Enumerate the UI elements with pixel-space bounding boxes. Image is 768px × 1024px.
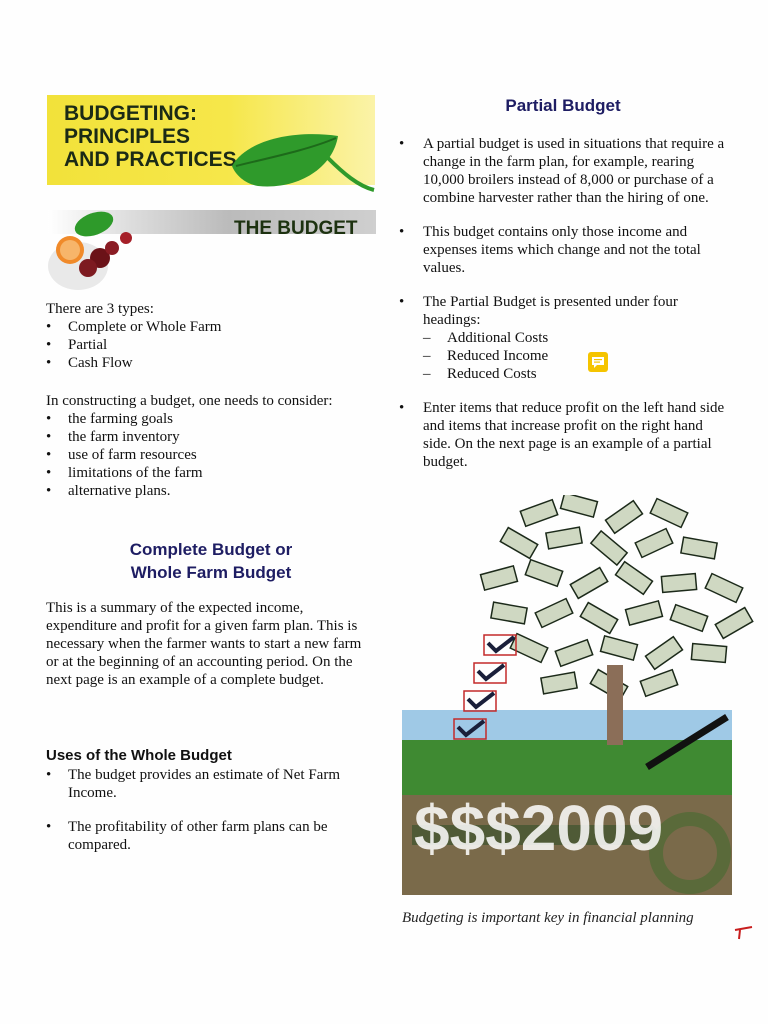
list-item: • use of farm resources xyxy=(46,446,371,464)
list-item: • the farm inventory xyxy=(46,428,371,446)
list-item: – Additional Costs xyxy=(423,329,734,347)
banner-line-1: BUDGETING: xyxy=(64,102,197,125)
complete-budget-heading xyxy=(46,538,376,584)
banner-line-2: PRINCIPLES xyxy=(64,125,191,148)
corner-mark-icon xyxy=(734,926,754,940)
consider-section xyxy=(46,392,371,500)
photo-money-text: $$$2009 xyxy=(414,792,664,864)
the-budget-heading: THE BUDGET xyxy=(234,218,358,239)
types-list xyxy=(46,318,366,372)
list-item: • Complete or Whole Farm xyxy=(46,318,366,336)
list-item: • Cash Flow xyxy=(46,354,366,372)
banner-line-3: AND PRACTICES xyxy=(64,148,237,171)
list-item: • This budget contains only those income and expenses items which change and not the total values. xyxy=(399,223,734,277)
complete-heading-line-2: Whole Farm Budget xyxy=(130,563,292,582)
list-item: • The profitability of other farm plans can be compared. xyxy=(46,818,368,854)
leaf-icon xyxy=(228,128,376,198)
list-item: • the farming goals xyxy=(46,410,371,428)
list-item: – Reduced Costs xyxy=(423,365,734,383)
list-item: • alternative plans. xyxy=(46,482,371,500)
types-intro: There are 3 types: xyxy=(46,301,154,317)
list-item: – Reduced Income xyxy=(423,347,734,365)
headings-intro: • The Partial Budget is presented under four headings: xyxy=(423,294,678,328)
partial-budget-list xyxy=(399,135,734,487)
list-item: • Enter items that reduce profit on the left hand side and items that increase profit on the right hand side. On the next page is an example of a partial budget. xyxy=(399,399,734,471)
fruit-illustration-icon xyxy=(46,208,141,293)
complete-budget-text: This is a summary of the expected income, expenditure and profit for a given farm plan. This is necessary when the farmer wants to start a new farm or at the beginning of an accounting period. On the next page is an example of a complete budget. xyxy=(46,600,362,688)
budget-types-section xyxy=(46,300,366,372)
uses-list xyxy=(46,766,368,854)
list-item: • A partial budget is used in situations that require a change in the farm plan, for example, rearing 10,000 broilers instead of 8,000 or purchase of a combine harvester rather than the hiring of one. xyxy=(399,135,734,207)
headings-list xyxy=(423,329,734,383)
photo-caption: Budgeting is important key in financial planning xyxy=(402,910,694,926)
complete-heading-line-1: Complete Budget or xyxy=(129,540,293,559)
list-item xyxy=(399,293,734,383)
money-tree-photo xyxy=(402,495,766,895)
comment-icon[interactable] xyxy=(588,352,608,372)
list-item: • Partial xyxy=(46,336,366,354)
list-item: • limitations of the farm xyxy=(46,464,371,482)
consider-list xyxy=(46,410,371,500)
consider-intro: In constructing a budget, one needs to consider: xyxy=(46,393,333,409)
list-item: • The budget provides an estimate of Net Farm Income. xyxy=(46,766,368,802)
partial-budget-heading: Partial Budget xyxy=(505,96,621,115)
banner-title xyxy=(64,102,237,171)
uses-heading: Uses of the Whole Budget xyxy=(46,747,232,764)
